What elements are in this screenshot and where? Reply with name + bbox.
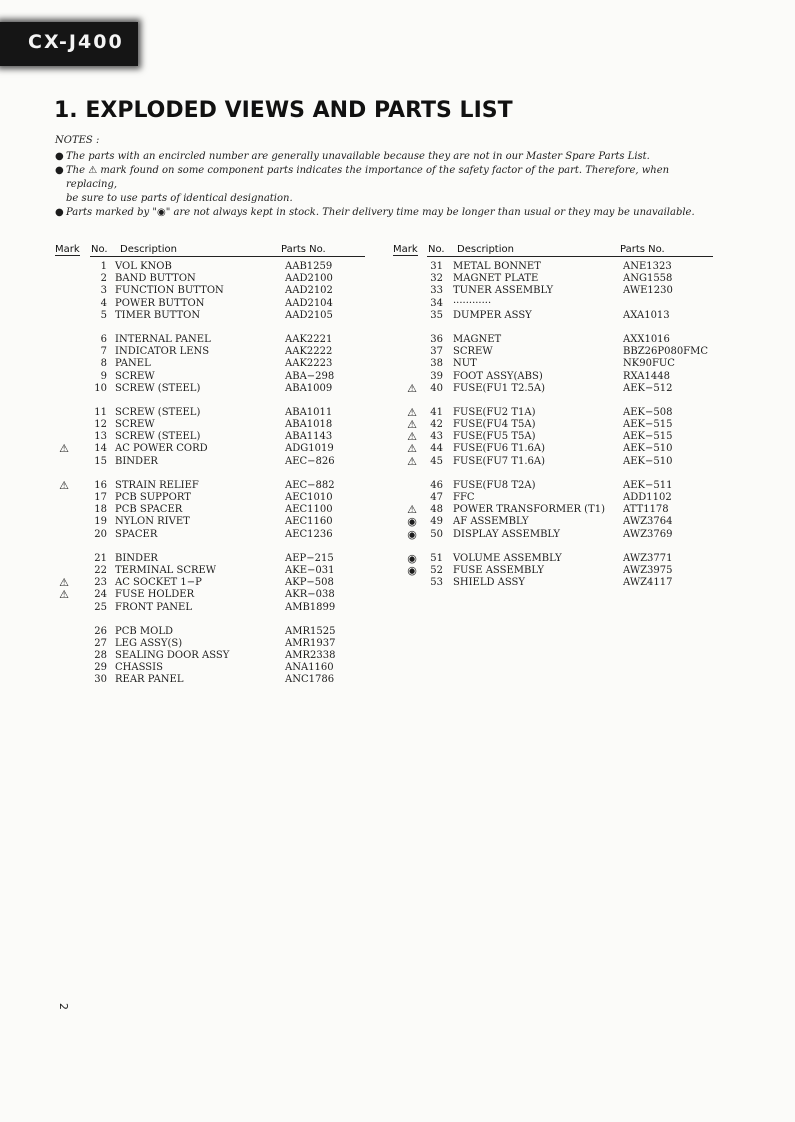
number-cell: 31 [430,261,443,272]
part-number-cell: AAB1259 [285,261,333,272]
table-row [55,371,365,383]
table-row [393,407,713,419]
table-row [55,565,365,577]
model-label: CX-J400 [28,31,124,53]
table-row [393,516,713,528]
number-cell: 45 [430,455,443,467]
number-cell: 18 [94,504,107,516]
parts-rows-left [55,261,365,687]
table-row [393,310,713,322]
part-number-cell: AAD2104 [285,297,333,309]
part-number-cell: AEC1100 [285,504,333,516]
not-in-stock-icon: ◉ [407,515,417,529]
description-cell: PCB SUPPORT [115,492,191,503]
number-cell: 7 [100,346,107,358]
table-row [393,285,713,297]
part-number-cell: AEK−510 [623,443,673,455]
table-row [55,261,365,273]
page-title: 1. EXPLODED VIEWS AND PARTS LIST [54,98,513,123]
description-cell: FUSE(FU1 T2.5A) [453,382,546,394]
not-in-stock-icon: ◉ [407,551,417,565]
number-cell: 24 [94,589,107,601]
part-number-cell: AAK2221 [285,333,333,345]
table-row [55,577,365,589]
number-cell: 15 [94,455,107,467]
description-cell: ············ [453,297,492,309]
table-row [55,431,365,443]
header-parts-no: Parts No. [281,244,326,255]
table-row [393,419,713,431]
table-row [55,650,365,662]
table-row [55,334,365,346]
number-cell: 38 [430,358,443,370]
number-cell: 11 [94,406,107,418]
safety-warning-icon: ⚠ [407,454,417,468]
part-number-cell: BBZ26P080FMC [623,346,709,358]
number-cell: 9 [100,370,107,382]
table-row [55,589,365,601]
part-number-cell: AAK2222 [285,346,333,358]
description-cell: INTERNAL PANEL [115,333,211,345]
part-number-cell: ADD1102 [623,492,672,503]
table-row [393,504,713,516]
part-number-cell: AEK−515 [623,419,673,431]
number-cell: 33 [430,285,443,297]
table-header [393,242,713,257]
safety-warning-icon: ⚠ [59,588,69,602]
table-row [55,626,365,638]
header-description: Description [457,244,514,255]
description-cell: VOLUME ASSEMBLY [453,552,562,564]
header-mark: Mark [393,244,418,255]
description-cell: PCB MOLD [115,625,174,637]
header-description: Description [120,244,177,255]
description-cell: DISPLAY ASSEMBLY [453,528,561,540]
part-number-cell: AEK−510 [623,455,673,467]
table-row [393,480,713,492]
part-number-cell: ADG1019 [285,443,334,455]
header-rule [427,256,713,257]
number-cell: 8 [100,358,107,370]
part-number-cell: AEP−215 [285,552,334,564]
note-3-prefix: Parts marked by " [66,207,157,218]
number-cell: 13 [94,431,107,443]
table-row [55,638,365,650]
description-cell: BINDER [115,552,158,564]
description-cell: SHIELD ASSY [453,577,526,589]
table-row [55,358,365,370]
description-cell: PANEL [115,358,151,370]
table-row [393,383,713,395]
part-number-cell: AWZ3771 [623,552,673,564]
header-mark: Mark [55,244,80,255]
number-cell: 41 [430,406,443,418]
number-cell: 28 [94,650,107,662]
part-number-cell: AEK−512 [623,382,673,394]
part-number-cell: AKR−038 [285,589,335,601]
description-cell: FRONT PANEL [115,601,192,613]
part-number-cell: ABA1011 [285,406,333,418]
table-row [55,602,365,614]
description-cell: STRAIN RELIEF [115,479,199,491]
note-3 [55,206,715,220]
number-cell: 1 [100,261,107,272]
safety-warning-icon: ⚠ [407,405,417,419]
part-number-cell: AKP−508 [285,577,334,589]
description-cell: FUSE(FU6 T1.6A) [453,443,546,455]
table-row [55,674,365,686]
description-cell: FUSE(FU7 T1.6A) [453,455,546,467]
description-cell: MAGNET PLATE [453,273,539,285]
description-cell: VOL KNOB [115,261,172,272]
number-cell: 36 [430,333,443,345]
description-cell: NUT [453,358,477,370]
number-cell: 43 [430,431,443,443]
number-cell: 26 [94,625,107,637]
table-row [393,431,713,443]
not-in-stock-icon: ◉ [407,527,417,541]
part-number-cell: ANC1786 [285,674,335,686]
safety-warning-icon: ⚠ [407,418,417,432]
part-number-cell: AAD2105 [285,309,333,321]
table-row [393,298,713,310]
table-row [393,346,713,358]
table-row [55,662,365,674]
table-row [55,492,365,504]
description-cell: NYLON RIVET [115,516,190,528]
number-cell: 16 [94,479,107,491]
number-cell: 3 [100,285,107,297]
number-cell: 17 [94,492,107,503]
table-row [393,334,713,346]
description-cell: AF ASSEMBLY [453,516,529,528]
part-number-cell: AKE−031 [285,564,335,576]
table-row [55,298,365,310]
part-number-cell: AEC1160 [285,516,333,528]
description-cell: FUSE HOLDER [115,589,195,601]
table-row [393,577,713,589]
part-number-cell: AMR2338 [285,650,336,662]
number-cell: 48 [430,504,443,516]
part-number-cell: AXA1013 [623,309,670,321]
number-cell: 25 [94,601,107,613]
note-1-text: The parts with an encircled number are generally unavailable because they are not in our Master Spare Parts List. [66,151,650,162]
part-number-cell: AMB1899 [285,601,336,613]
note-2-prefix: The [66,165,86,176]
table-row [55,529,365,541]
number-cell: 14 [94,443,107,455]
part-number-cell: AXX1016 [623,333,670,345]
table-row [393,273,713,285]
description-cell: POWER TRANSFORMER (T1) [453,504,605,516]
number-cell: 47 [430,492,443,503]
number-cell: 53 [430,577,443,589]
note-2 [55,164,715,192]
number-cell: 6 [100,333,107,345]
part-number-cell: ANE1323 [623,261,672,272]
number-cell: 29 [94,662,107,674]
model-banner [0,22,138,66]
description-cell: FOOT ASSY(ABS) [453,370,543,382]
table-row [55,480,365,492]
part-number-cell: AWZ3975 [623,564,673,576]
safety-warning-icon: ⚠ [407,381,417,395]
description-cell: FUSE(FU5 T5A) [453,431,536,443]
number-cell: 4 [100,297,107,309]
description-cell: CHASSIS [115,662,163,674]
table-row [55,273,365,285]
number-cell: 21 [94,552,107,564]
part-number-cell: AEK−508 [623,406,673,418]
safety-warning-icon: ⚠ [407,503,417,517]
number-cell: 39 [430,370,443,382]
number-cell: 30 [94,674,107,686]
part-number-cell: AEC−882 [285,479,335,491]
table-row [393,553,713,565]
description-cell: TIMER BUTTON [115,309,201,321]
number-cell: 49 [430,516,443,528]
safety-warning-icon: ⚠ [88,165,98,176]
part-number-cell: AAK2223 [285,358,333,370]
part-number-cell: AWZ3769 [623,528,673,540]
parts-rows-right [393,261,713,589]
table-row [55,346,365,358]
number-cell: 40 [430,382,443,394]
number-cell: 46 [430,479,443,491]
bullet-icon: ● [55,151,64,162]
bullet-icon: ● [55,165,64,176]
description-cell: AC SOCKET 1−P [115,577,202,589]
table-row [393,261,713,273]
number-cell: 35 [430,309,443,321]
number-cell: 5 [100,309,107,321]
description-cell: BINDER [115,455,158,467]
description-cell: FUSE(FU2 T1A) [453,406,536,418]
header-no: No. [91,244,108,255]
description-cell: MAGNET [453,333,502,345]
part-number-cell: AEC1010 [285,492,333,503]
part-number-cell: AEC1236 [285,528,333,540]
table-row [393,456,713,468]
note-2-continuation: be sure to use parts of identical designation. [66,193,293,204]
description-cell: SCREW [453,346,493,358]
table-row [393,565,713,577]
safety-warning-icon: ⚠ [59,442,69,456]
description-cell: METAL BONNET [453,261,541,272]
table-row [55,553,365,565]
description-cell: FUSE(FU4 T5A) [453,419,536,431]
table-row [55,310,365,322]
safety-warning-icon: ⚠ [59,478,69,492]
part-number-cell: AMR1937 [285,637,336,649]
notes-header: NOTES : [55,135,100,146]
description-cell: FUNCTION BUTTON [115,285,224,297]
safety-warning-icon: ⚠ [407,442,417,456]
description-cell: BAND BUTTON [115,273,196,285]
description-cell: TUNER ASSEMBLY [453,285,554,297]
number-cell: 20 [94,528,107,540]
part-number-cell: RXA1448 [623,370,670,382]
page-number: 2 [57,1003,70,1010]
header-no: No. [428,244,445,255]
description-cell: AC POWER CORD [115,443,208,455]
part-number-cell: AEC−826 [285,455,335,467]
table-row [393,443,713,455]
description-cell: SEALING DOOR ASSY [115,650,230,662]
part-number-cell: AMR1525 [285,625,336,637]
table-row [55,456,365,468]
description-cell: SCREW (STEEL) [115,382,201,394]
description-cell: SCREW (STEEL) [115,431,201,443]
table-row [393,358,713,370]
description-cell: TERMINAL SCREW [115,564,217,576]
note-3-suffix: " are not always kept in stock. Their delivery time may be longer than usual or they may be unavailable. [165,207,695,218]
description-cell: FUSE ASSEMBLY [453,564,544,576]
part-number-cell: AWZ3764 [623,516,673,528]
description-cell: FFC [453,492,475,503]
number-cell: 34 [430,297,443,309]
number-cell: 51 [430,552,443,564]
number-cell: 44 [430,443,443,455]
table-row [55,516,365,528]
description-cell: POWER BUTTON [115,297,205,309]
part-number-cell: ABA1018 [285,419,333,431]
number-cell: 42 [430,419,443,431]
table-row [55,504,365,516]
part-number-cell: AEK−511 [623,479,673,491]
description-cell: PCB SPACER [115,504,183,516]
number-cell: 27 [94,637,107,649]
header-parts-no: Parts No. [620,244,665,255]
part-number-cell: AEK−515 [623,431,673,443]
part-number-cell: ANG1558 [623,273,673,285]
number-cell: 32 [430,273,443,285]
table-row [55,419,365,431]
number-cell: 52 [430,564,443,576]
number-cell: 2 [100,273,107,285]
header-rule [90,256,365,257]
number-cell: 23 [94,577,107,589]
table-header [55,242,365,257]
description-cell: SCREW [115,370,155,382]
not-in-stock-icon: ◉ [156,207,166,218]
description-cell: DUMPER ASSY [453,309,532,321]
part-number-cell: NK90FUC [623,358,675,370]
table-row [55,383,365,395]
note-1 [55,150,715,164]
description-cell: REAR PANEL [115,674,184,686]
part-number-cell: ATT1178 [623,504,669,516]
number-cell: 22 [94,564,107,576]
note-2-text: mark found on some component parts indicates the importance of the safety factor of the part. Therefore, when replacing, [66,165,670,190]
description-cell: FUSE(FU8 T2A) [453,479,536,491]
part-number-cell: ABA1143 [285,431,333,443]
parts-table-left [55,242,365,687]
part-number-cell: ANA1160 [285,662,334,674]
notes-section [55,134,715,220]
description-cell: LEG ASSY(S) [115,637,183,649]
bullet-icon: ● [55,207,64,218]
part-number-cell: ABA−298 [285,370,335,382]
number-cell: 37 [430,346,443,358]
not-in-stock-icon: ◉ [407,563,417,577]
part-number-cell: ABA1009 [285,382,333,394]
table-row [393,492,713,504]
number-cell: 10 [94,382,107,394]
description-cell: SPACER [115,528,158,540]
table-row [55,407,365,419]
number-cell: 19 [94,516,107,528]
description-cell: SCREW (STEEL) [115,406,201,418]
table-row [55,285,365,297]
part-number-cell: AWZ4117 [623,577,673,589]
parts-table-right [393,242,713,589]
description-cell: SCREW [115,419,155,431]
description-cell: INDICATOR LENS [115,346,210,358]
part-number-cell: AAD2102 [285,285,333,297]
part-number-cell: AAD2100 [285,273,333,285]
table-row [393,371,713,383]
safety-warning-icon: ⚠ [59,576,69,590]
table-row [55,443,365,455]
part-number-cell: AWE1230 [623,285,673,297]
number-cell: 50 [430,528,443,540]
number-cell: 12 [94,419,107,431]
table-row [393,529,713,541]
safety-warning-icon: ⚠ [407,430,417,444]
